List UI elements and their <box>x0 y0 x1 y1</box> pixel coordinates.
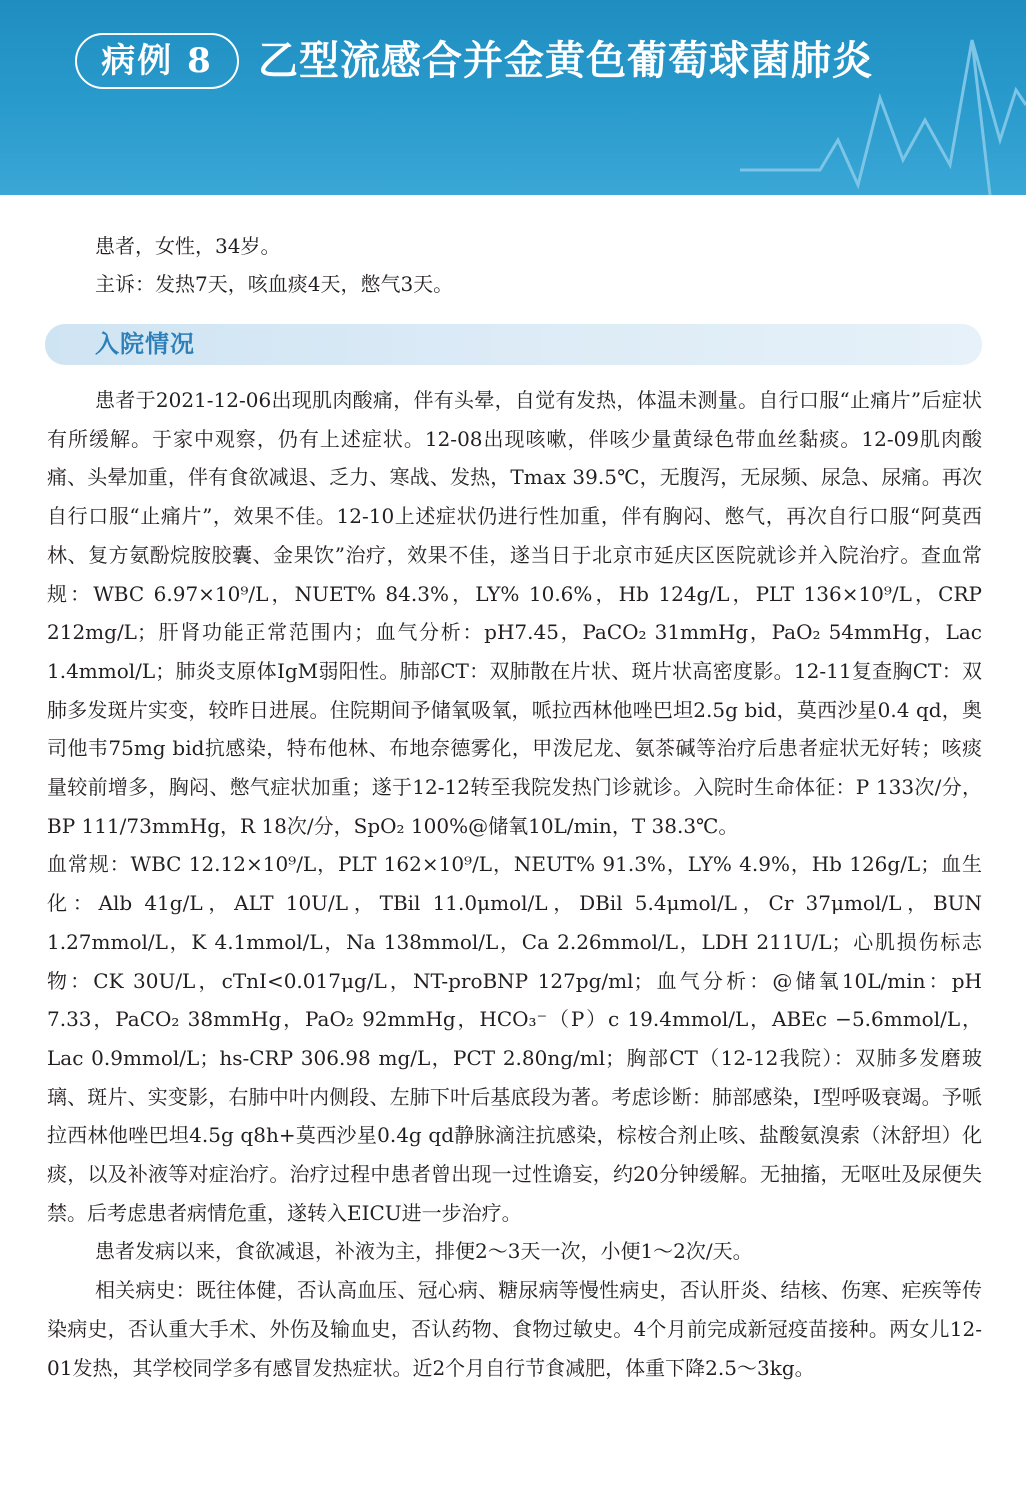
paragraph-general: 患者发病以来，食欲减退，补液为主，排便2～3天一次，小便1～2次/天。 <box>95 1239 753 1264</box>
case-number-badge: 病例 8 <box>75 33 239 89</box>
paragraph-labs: 血常规：WBC 12.12×10⁹/L，PLT 162×10⁹/L，NEUT% 91.3%，LY% 4.9%，Hb 126g/L；血生化：Alb 41g/L，ALT 10U/L，TBil 11.0μmol/L，DBil 5.4μmol/L，Cr 37μmol/L，BUN 1.27mmol/L，K 4.1mmol/L，Na 138mmol/L，Ca 2.26mmol/L，LDH 211U/L；心肌损伤标志物：CK 30U/L，cTnI<0.017μg/L，NT-proBNP 127pg/ml；血气分析：@储氧10L/min：pH 7.33，PaCO₂ 38mmHg，PaO₂ 92mmHg，HCO₃⁻（P）c 19.4mmol/L，ABEc −5.6mmol/L，Lac 0.9mmol/L；hs-CRP 306.98 mg/L，PCT 2.80ng/ml；胸部CT（12-12我院）：双肺多发磨玻璃、斑片、实变影，右肺中叶内侧段、左肺下叶后基底段为著。考虑诊断：肺部感染，Ⅰ型呼吸衰竭。予哌拉西林他唑巴坦4.5g q8h+莫西沙星0.4g qd静脉滴注抗感染，棕桉合剂止咳、盐酸氨溴索（沐舒坦）化痰，以及补液等对症治疗。治疗过程中患者曾出现一过性谵妄，约20分钟缓解。无抽搐，无呕吐及尿便失禁。后考虑患者病情危重，遂转入EICU进一步治疗。 <box>47 852 982 1225</box>
case-title: 乙型流感合并金黄色葡萄球菌肺炎 <box>258 38 873 84</box>
patient-info: 患者，女性，34岁。 <box>95 234 281 258</box>
chapter-header <box>0 0 1026 195</box>
section-header-bar <box>45 324 982 365</box>
ecg-line-decoration <box>0 0 1026 195</box>
paragraph-history: 患者于2021-12-06出现肌肉酸痛，伴有头晕，自觉有发热，体温未测量。自行口服“止痛片”后症状有所缓解。于家中观察，仍有上述症状。12-08出现咳嗽，伴咳少量黄绿色带血丝黏痰。12-09肌肉酸痛、头晕加重，伴有食欲减退、乏力、寒战、发热，Tmax 39.5℃，无腹泻，无尿频、尿急、尿痛。再次自行口服“止痛片”，效果不佳。12-10上述症状仍进行性加重，伴有胸闷、憋气，再次自行口服“阿莫西林、复方氨酚烷胺胶囊、金果饮”治疗，效果不佳，遂当日于北京市延庆区医院就诊并入院治疗。查血常规：WBC 6.97×10⁹/L，NUET% 84.3%，LY% 10.6%，Hb 124g/L，PLT 136×10⁹/L，CRP 212mg/L；肝肾功能正常范围内；血气分析：pH7.45，PaCO₂ 31mmHg，PaO₂ 54mmHg，Lac 1.4mmol/L；肺炎支原体IgM弱阳性。肺部CT：双肺散在片状、斑片状高密度影。12-11复查胸CT：双肺多发斑片实变，较昨日进展。住院期间予储氧吸氧，哌拉西林他唑巴坦2.5g bid，莫西沙星0.4 qd，奥司他韦75mg bid抗感染，特布他林、布地奈德雾化，甲泼尼龙、氨茶碱等治疗后患者症状无好转；咳痰量较前增多，胸闷、憋气症状加重；遂于12-12转至我院发热门诊就诊。入院时生命体征：P 133次/分，BP 111/73mmHg，R 18次/分，SpO₂ 100%@储氧10L/min，T 38.3℃。 <box>47 388 982 838</box>
paragraph-past-history: 相关病史：既往体健，否认高血压、冠心病、糖尿病等慢性病史，否认肝炎、结核、伤寒、疟疾等传染病史，否认重大手术、外伤及输血史，否认药物、食物过敏史。4个月前完成新冠疫苗接种。两女儿12-01发热，其学校同学多有感冒发热症状。近2个月自行节食减肥，体重下降2.5～3kg。 <box>47 1278 982 1380</box>
chief-complaint: 主诉：发热7天，咳血痰4天，憋气3天。 <box>95 272 454 296</box>
admission-text <box>47 381 982 1387</box>
section-title: 入院情况 <box>95 330 195 358</box>
